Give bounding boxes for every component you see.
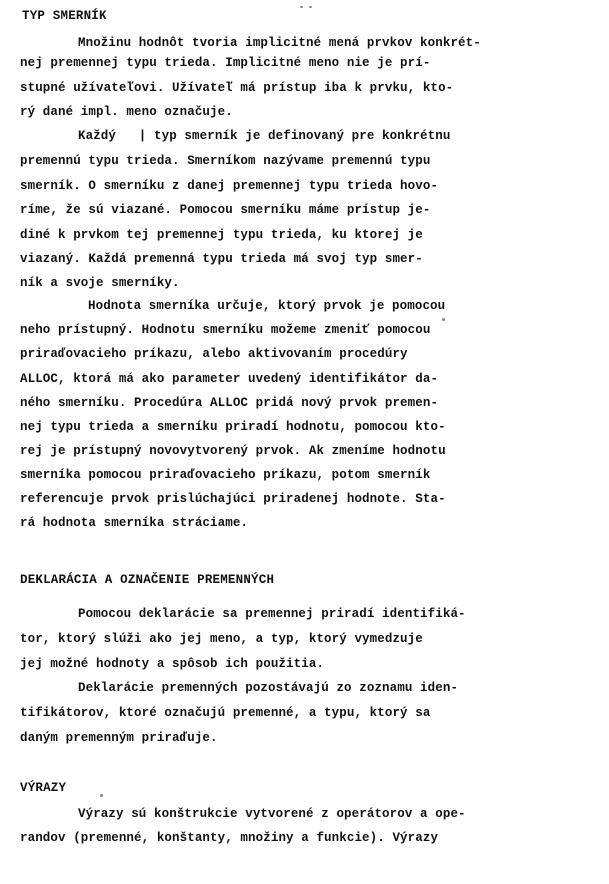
text-line: diné k prvkom tej premennej typu trieda, ku ktorej je [20,228,423,242]
scan-speck [442,318,445,321]
text-line: referencuje prvok prislúchajúci priradenej hodnote. Sta- [20,492,446,506]
text-line: viazaný. Každá premenná typu trieda má svoj typ smer- [20,252,423,266]
text-line: smerník. O smerníku z danej premennej typu trieda hovo- [20,179,439,193]
text-line: neho prístupný. Hodnotu smerníku možeme zmeniť pomocou [20,323,431,337]
text-line: Výrazy sú konštrukcie vytvorené z operátorov a ope- [78,807,466,821]
section-heading-typ-smernik: TYP SMERNÍK [22,9,107,23]
text-line: Množinu hodnôt tvoria implicitné mená prvkov konkrét- [78,36,481,50]
section-heading-vyrazy: VÝRAZY [20,781,67,795]
text-line: priraďovacieho príkazu, alebo aktivovaním procedúry [20,347,408,361]
text-line: Pomocou deklarácie sa premennej priradí identifiká- [78,607,466,621]
scan-speck [300,6,303,8]
text-line: ník a svoje smerníky. [20,276,180,290]
text-line: premennú typu trieda. Smerníkom nazývame premennú typu [20,154,431,168]
text-line: nej premennej typu trieda. Implicitné meno nie je prí- [20,56,431,70]
text-line: randov (premenné, konštanty, množiny a funkcie). Výrazy [20,831,439,845]
text-line: stupné užívateľovi. Užívateľ má prístup iba k prvku, kto- [20,81,454,95]
text-line: tor, ktorý slúži ako jej meno, a typ, ktorý vymedzuje [20,632,423,646]
text-line: ného smerníku. Procedúra ALLOC pridá nový prvok premen- [20,396,439,410]
text-line: Deklarácie premenných pozostávajú zo zoznamu iden- [78,681,459,695]
text-line: ALLOC, ktorá má ako parameter uvedený identifikátor da- [20,372,439,386]
text-line: nej typu trieda a smerníku priradí hodnotu, pomocou kto- [20,420,446,434]
scan-speck [100,794,103,797]
scan-speck [309,6,312,8]
text-line: Každý | typ smerník je definovaný pre konkrétnu [78,129,451,143]
text-line: Hodnota smerníka určuje, ktorý prvok je pomocou [88,299,446,313]
text-line: daným premenným priraďuje. [20,731,218,745]
text-line: rej je prístupný novovytvorený prvok. Ak zmeníme hodnotu [20,444,446,458]
text-line: ríme, že sú viazané. Pomocou smerníku máme prístup je- [20,203,431,217]
text-line: rá hodnota smerníka stráciame. [20,516,249,530]
text-line: smerníka pomocou priraďovacieho príkazu, potom smerník [20,468,431,482]
section-heading-deklaracia: DEKLARÁCIA A OZNAČENIE PREMENNÝCH [20,573,275,587]
text-line: jej možné hodnoty a spôsob ich použitia. [20,657,325,671]
text-line: tifikátorov, ktoré označujú premenné, a typu, ktorý sa [20,706,431,720]
text-line: rý dané impl. meno označuje. [20,105,233,119]
